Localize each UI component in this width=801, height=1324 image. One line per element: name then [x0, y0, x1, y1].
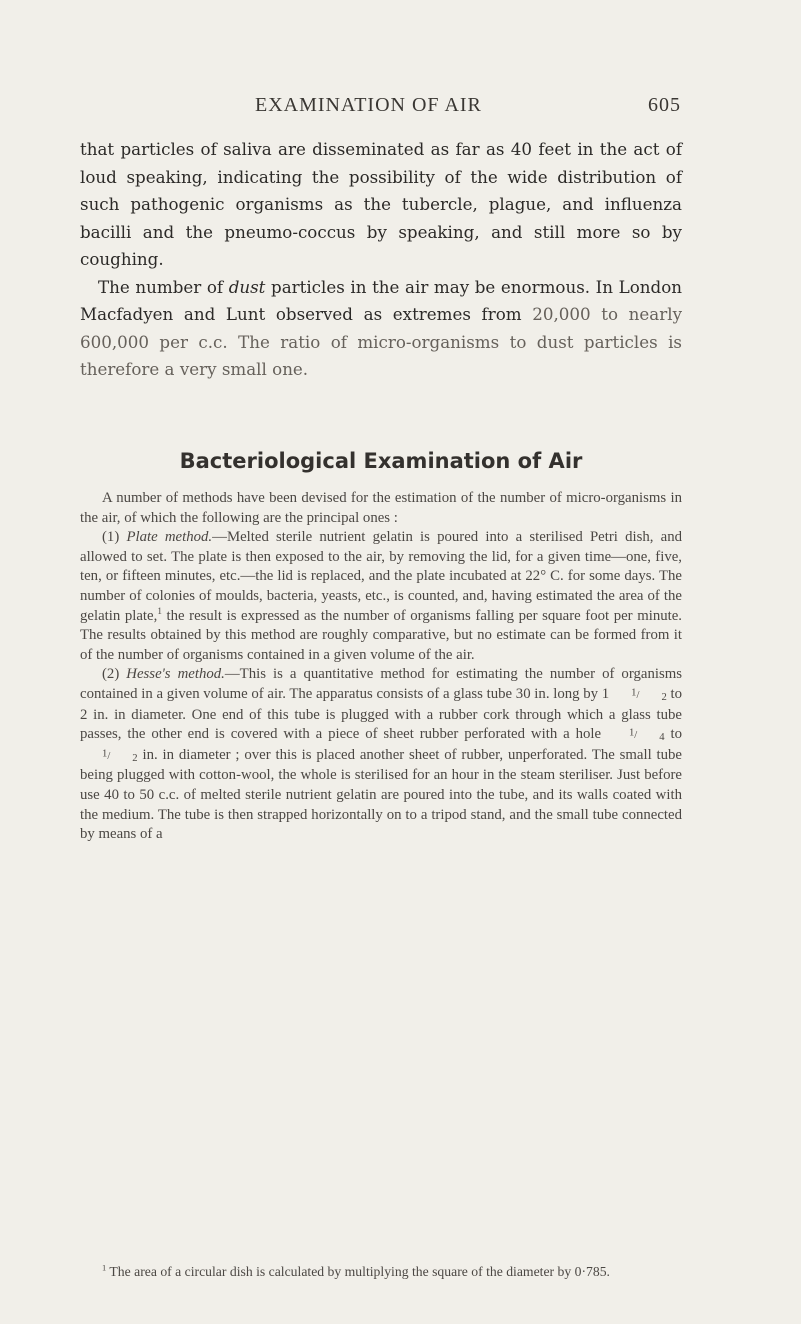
hesse-method-description-part-1: —This is a quantitative method for estimating the number of organisms contained in a given volume of air. The apparatus consists of a glass tube 30 in. long by — [80, 666, 682, 702]
plate-method-description-part-2: the result is expressed as the number of organisms falling per square foot per minute. The results obtained by this method are roughly comparative, but no estimate can be formed from it of the number of organisms contained in a given volume of the air. — [80, 607, 682, 663]
plate-method-title: Plate method. — [126, 529, 213, 546]
tube-diameter-whole-number: 1 — [601, 685, 610, 702]
hole-size-start-fraction-denominator: 4 — [659, 732, 665, 744]
hole-size-start-fraction: 1/ 4 — [607, 730, 665, 741]
tube-diameter-fraction-denominator: 2 — [661, 691, 667, 703]
hesse-method-description-part-3: to — [664, 726, 682, 743]
hole-size-end-fraction-numerator: 1 — [102, 748, 108, 760]
plate-method-number: (1) — [102, 529, 120, 546]
hesse-method-paragraph — [80, 665, 682, 844]
tube-diameter-fraction-numerator: 1 — [631, 687, 637, 699]
tube-diameter-fraction: 1/ 2 — [609, 690, 667, 701]
footnote — [80, 1263, 682, 1281]
bacteriological-examination-text — [80, 489, 682, 845]
hole-size-end-fraction: 1/ 2 — [80, 751, 138, 762]
intro-paragraph-saliva: that particles of saliva are disseminated as far as 40 feet in the act of loud speaking, indicating the possibility of the wide distribution of such pathogenic organisms as the tubercle, plague, and influenza bacilli and the pneumo-coccus by speaking, and still more so by coughing. — [80, 139, 682, 269]
intro-text — [80, 136, 682, 384]
plate-method-description-part-1: —Melted sterile nutrient gelatin is poured into a sterilised Petri dish, and allowed to set. The plate is then exposed to the air, by removing the lid, for a given time—one, five, ten, or fifteen minutes, etc.—the lid is replaced, and the plate incubated at 22° C. for some days. The number of colonies of moulds, bacteria, yeasts, etc., is counted, and, having estimated the area of the gelatin plate, — [80, 529, 682, 624]
section-heading: Bacteriological Examination of Air — [179, 449, 583, 473]
running-title: EXAMINATION OF AIR — [255, 94, 482, 116]
footnote-text: The area of a circular dish is calculated by multiplying the square of the diameter by 0·785. — [106, 1264, 610, 1279]
footnote-marker: 1 — [102, 1262, 107, 1273]
plate-method-paragraph — [80, 528, 682, 665]
dust-paragraph-start: The number of — [98, 276, 229, 297]
footnote-reference-marker: 1 — [157, 605, 162, 616]
methods-intro-paragraph: A number of methods have been devised for the estimation of the number of micro-organisms in the air, of which the following are the principal ones : — [80, 490, 682, 526]
hesse-method-description-part-4: in. in diameter ; over this is placed another sheet of rubber, unperforated. The small tube being plugged with cotton-wool, the whole is sterilised for an hour in the steam steriliser. Just before use 40 to 50 c.c. of melted sterile nutrient gelatin are poured into the tube, and its walls coated with the medium. The tube is then strapped horizontally on to a tripod stand, and the small tube connected by means of a — [80, 746, 682, 843]
hesse-method-title: Hesse's method. — [126, 666, 225, 683]
hesse-method-number: (2) — [102, 666, 120, 683]
hole-size-start-fraction-numerator: 1 — [628, 727, 635, 739]
dust-paragraph-middle: particles in the air may be enormous. In London Macfadyen and Lunt observed as extremes from — [80, 276, 682, 324]
page-number: 605 — [648, 94, 681, 116]
dust-paragraph-faded-text: 20,000 to nearly 600,000 per c.c. The ratio of micro-organisms to dust particles is therefore a very small one. — [80, 304, 682, 379]
hole-size-end-fraction-denominator: 2 — [132, 752, 138, 764]
footnote-paragraph — [80, 1263, 682, 1281]
hesse-method-description-part-2: to 2 in. in diameter. One end of this tube is plugged with a rubber cork through which a glass tube passes, the other end is covered with a piece of sheet rubber perforated with a hole — [80, 685, 682, 743]
dust-term: dust — [228, 276, 266, 297]
running-head — [255, 94, 681, 122]
intro-paragraph-dust — [80, 274, 682, 384]
